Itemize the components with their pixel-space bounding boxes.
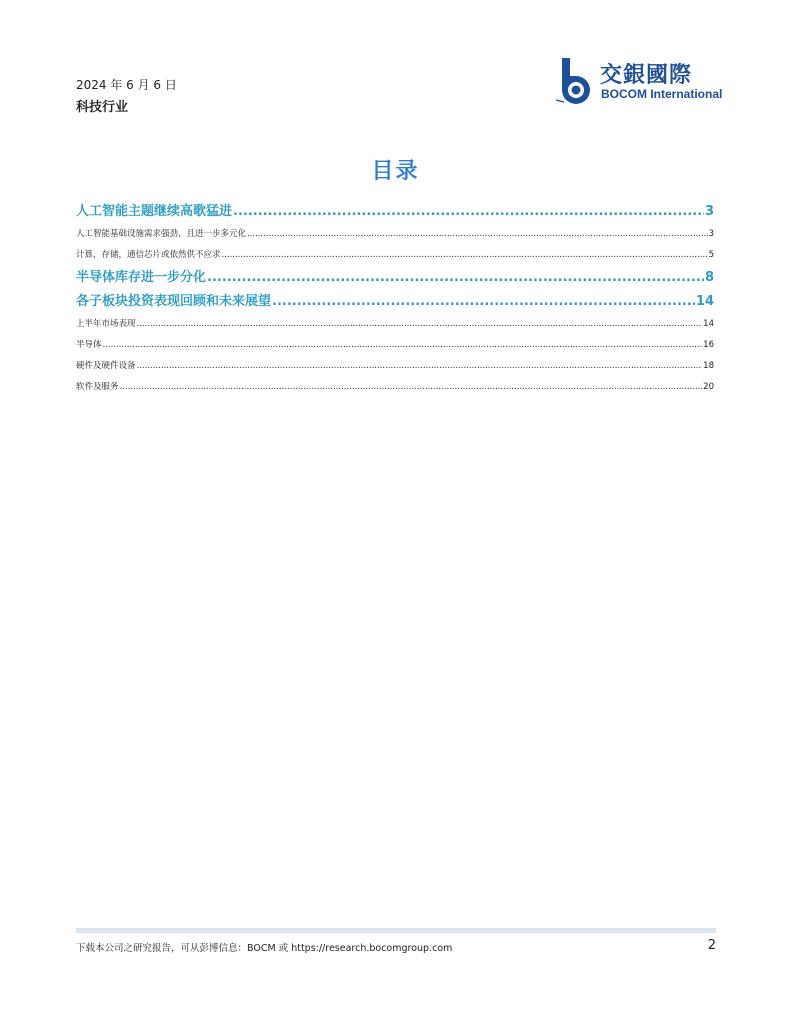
toc-leader-dots [222,245,708,266]
toc-entry[interactable] [76,377,714,398]
toc-leader-dots [120,377,703,398]
page-number: 2 [707,938,716,953]
toc-entry-label: 软件及服务 [76,382,119,392]
sector-label: 科技行业 [76,100,129,115]
report-date: 2024 年 6 月 6 日 [76,78,177,92]
toc-entry-page: 20 [703,382,714,392]
toc-leader-dots [233,200,704,224]
toc-entry-page: 14 [695,294,714,309]
toc-entry-label: 人工智能基础设施需求强劲，且进一步多元化 [76,229,247,239]
toc-entry-page: 18 [703,361,714,371]
toc-entry-page: 14 [703,319,714,329]
footer-research-link[interactable]: 下载本公司之研究报告，可从彭博信息：BOCM 或 https://research.bocomgroup.com [76,943,453,954]
toc-entry-page: 16 [703,340,714,350]
toc-entry-label: 硬件及硬件设备 [76,361,136,371]
toc-entry[interactable] [76,245,714,266]
logo-name-cn: 交銀國際 [600,63,693,88]
toc-leader-dots [103,335,703,356]
toc-entry[interactable] [76,266,714,290]
toc-entry-label: 半导体库存进一步分化 [76,270,207,285]
toc-entry-page: 5 [708,250,714,260]
toc-entry[interactable] [76,335,714,356]
toc-leader-dots [207,266,704,290]
logo-name-en: BOCOM International [601,87,723,101]
toc-leader-dots [137,356,703,377]
toc-entry-label: 计算，存储，通信芯片或依然供不应求 [76,250,221,260]
table-of-contents [76,200,714,398]
toc-leader-dots [272,290,695,314]
toc-entry[interactable] [76,200,714,224]
toc-leader-dots [247,224,708,245]
toc-entry-page: 3 [708,229,714,239]
toc-leader-dots [137,314,703,335]
toc-entry-page: 3 [704,204,714,219]
toc-entry[interactable] [76,224,714,245]
toc-entry-label: 半导体 [76,340,102,350]
toc-entry-label: 上半年市场表现 [76,319,136,329]
toc-entry-page: 8 [704,270,714,285]
toc-entry[interactable] [76,290,714,314]
toc-entry-label: 人工智能主题继续高歌猛进 [76,204,233,219]
bocom-logo-icon [552,56,596,104]
toc-title: 目录 [371,159,420,184]
bocom-logo [552,56,722,106]
toc-entry-label: 各子板块投资表现回顾和未来展望 [76,294,272,309]
toc-entry[interactable] [76,314,714,335]
toc-entry[interactable] [76,356,714,377]
footer-divider [76,928,716,933]
